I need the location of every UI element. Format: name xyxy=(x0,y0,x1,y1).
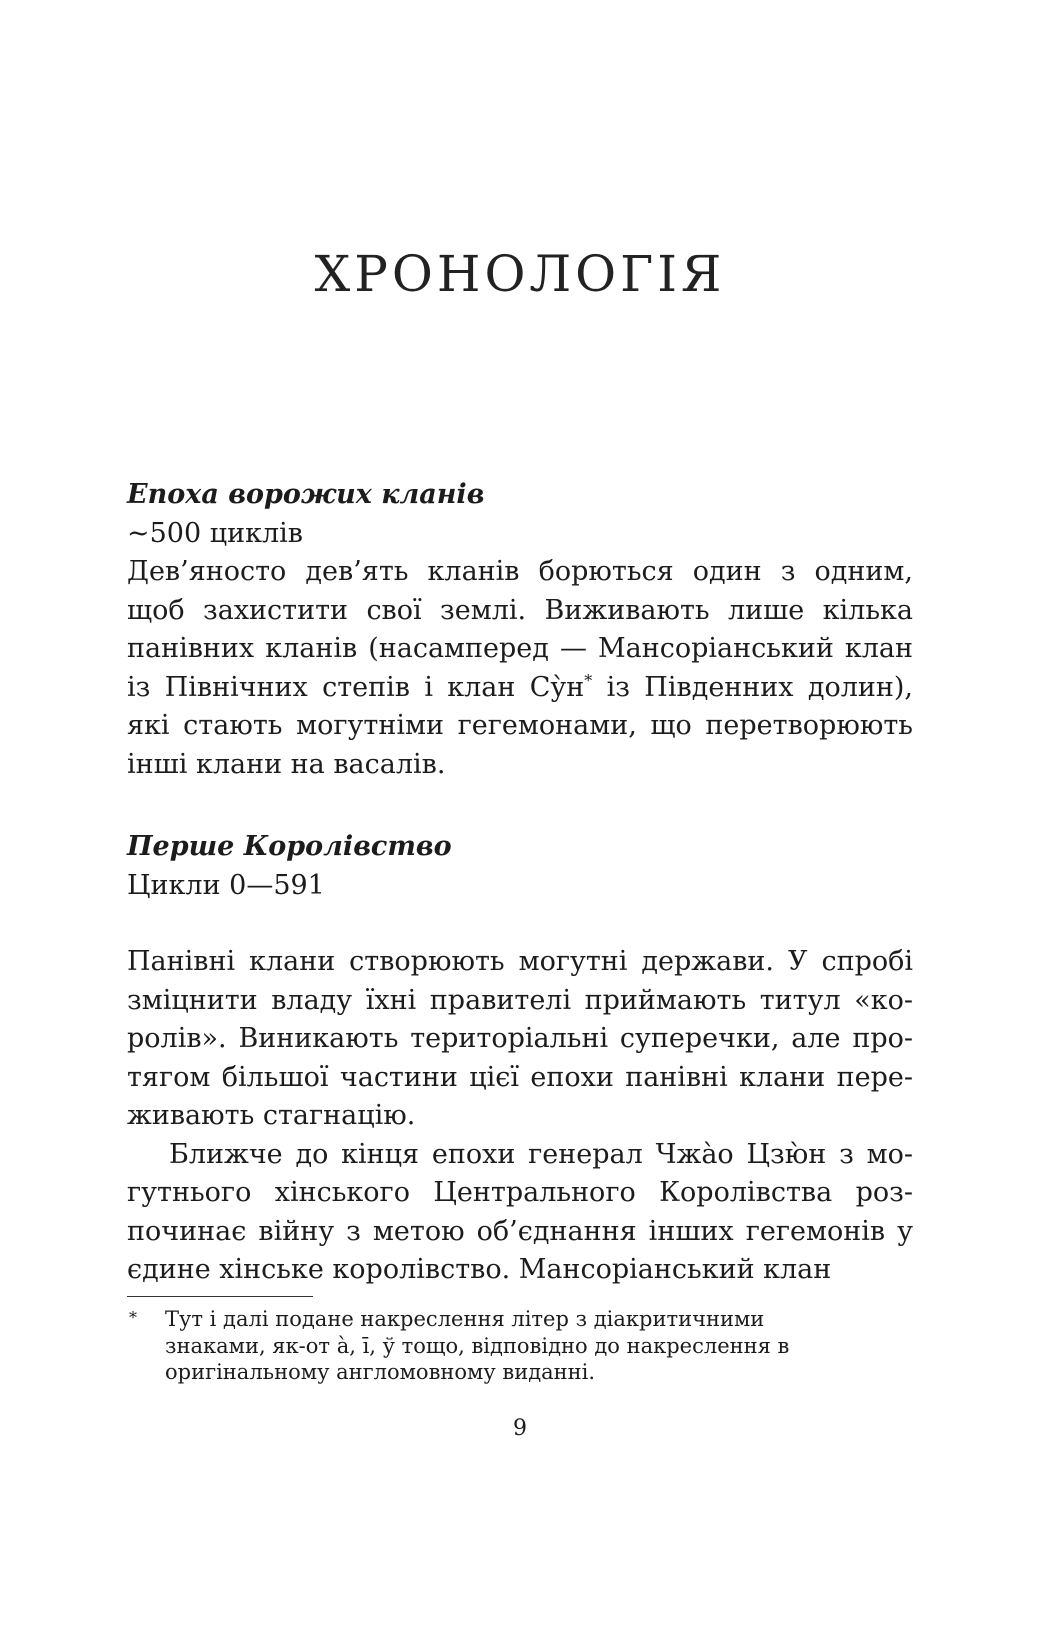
section-subheading: ~500 циклів xyxy=(127,517,303,549)
footnote-marker: * xyxy=(129,1308,137,1327)
footnote-row xyxy=(127,1306,827,1386)
chapter-title: ХРОНОЛОГІЯ xyxy=(314,245,726,303)
section-heading: Епоха ворожих кланів xyxy=(127,479,485,510)
paragraph: Ближче до кінця епохи генерал Чжа̀о Цзю̀н з могутнього хінського Центрального Королівства розпочинає війну з метою об’єднання інших гегемонів у єдине хінське королівство. Мансоріанський клан xyxy=(127,1138,913,1285)
paragraph xyxy=(127,553,913,784)
section-subheading: Цикли 0—591 xyxy=(127,869,325,901)
footnote-marker: * xyxy=(584,670,593,690)
paragraph-text: із Південних долин), які стають могутніми гегемонами, що перетворюють інші клани на васалів. xyxy=(127,671,913,780)
section-heading: Перше Королівство xyxy=(127,831,452,862)
paragraph: Панівні клани створюють могутні держави. У спробі зміцнити владу їхні правителі приймають титул «королів». Виникають територіальні суперечки, але протягом більшої частини цієї епохи панівні клани переживають стагнацію. xyxy=(127,946,913,1131)
footnote-text: Тут і далі подане накреслення літер з діакритичними знаками, як-от а̀, ī, ў тощо, відповідно до накреслення в оригінальному англомовному виданні. xyxy=(165,1307,790,1384)
paragraph-text: Дев’яносто дев’ять кланів борються один з одним, щоб захистити свої землі. Виживають лише кілька панівних кланів (насамперед — Мансоріанський клан із Північних степів і клан Су̀н xyxy=(127,556,913,703)
section-era-of-warring-clans xyxy=(127,476,913,784)
page-number: 9 xyxy=(513,1416,527,1441)
section-first-kingdom xyxy=(127,828,913,1290)
footnote xyxy=(127,1296,827,1386)
footnote-rule xyxy=(127,1296,313,1297)
